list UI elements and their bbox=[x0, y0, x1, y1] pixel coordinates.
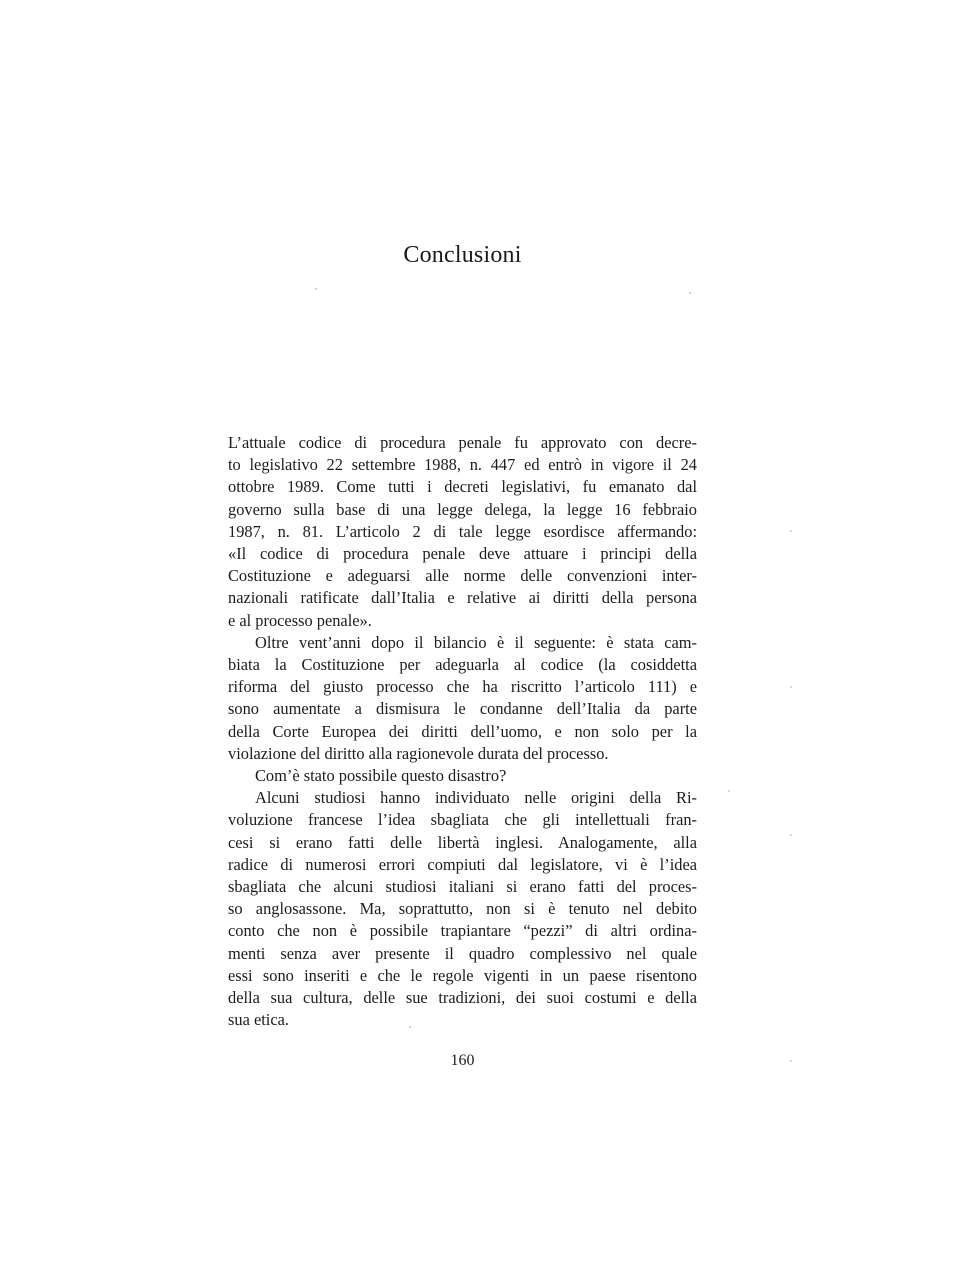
text-line: «Il codice di procedura penale deve attuare i principi della bbox=[228, 544, 697, 564]
paragraph-4 bbox=[228, 787, 697, 1031]
text-line: Oltre vent’anni dopo il bilancio è il seguente: è stata cam- bbox=[255, 632, 697, 652]
scan-speck bbox=[790, 686, 792, 688]
scan-speck bbox=[689, 292, 691, 294]
text-line: e al processo penale». bbox=[228, 610, 372, 630]
text-line: voluzione francese l’idea sbagliata che gli intellettuali fran- bbox=[228, 810, 697, 830]
text-line: nazionali ratificate dall’Italia e relative ai diritti della persona bbox=[228, 588, 697, 608]
scan-speck bbox=[315, 288, 317, 290]
text-line: Com’è stato possibile questo disastro? bbox=[255, 766, 507, 786]
text-line: sono aumentate a dismisura le condanne dell’Italia da parte bbox=[228, 699, 697, 719]
text-line: sbagliata che alcuni studiosi italiani si erano fatti del proces- bbox=[228, 877, 697, 897]
paragraph-1 bbox=[228, 432, 697, 632]
paragraph-3 bbox=[228, 765, 697, 787]
text-line: L’attuale codice di procedura penale fu approvato con decre- bbox=[228, 433, 697, 452]
text-line: essi sono inseriti e che le regole vigenti in un paese risentono bbox=[228, 965, 697, 985]
text-line: governo sulla base di una legge delega, la legge 16 febbraio bbox=[228, 499, 697, 519]
page-number: 160 bbox=[450, 1052, 475, 1069]
scan-speck bbox=[409, 1026, 411, 1028]
text-line: riforma del giusto processo che ha riscritto l’articolo 111) e bbox=[228, 677, 697, 697]
text-line: della sua cultura, delle sue tradizioni, dei suoi costumi e della bbox=[228, 988, 697, 1008]
text-line: Costituzione e adeguarsi alle norme delle convenzioni inter- bbox=[228, 566, 697, 586]
text-line: biata la Costituzione per adeguarla al codice (la cosiddetta bbox=[228, 655, 697, 675]
body-text bbox=[228, 432, 697, 1031]
scan-speck bbox=[790, 530, 792, 532]
text-line: sua etica. bbox=[228, 1010, 289, 1030]
paragraph-2 bbox=[228, 632, 697, 765]
scan-speck bbox=[728, 790, 730, 792]
text-line: menti senza aver presente il quadro complessivo nel quale bbox=[228, 943, 697, 963]
text-line: 1987, n. 81. L’articolo 2 di tale legge esordisce affermando: bbox=[228, 521, 697, 541]
scan-speck bbox=[790, 834, 792, 836]
text-line: conto che non è possibile trapiantare “pezzi” di altri ordina- bbox=[228, 921, 697, 941]
page-title: Conclusioni bbox=[403, 242, 522, 268]
text-line: cesi si erano fatti delle libertà inglesi. Analogamente, alla bbox=[228, 832, 697, 852]
text-line: Alcuni studiosi hanno individuato nelle origini della Ri- bbox=[255, 788, 697, 808]
scan-speck bbox=[790, 1060, 792, 1062]
text-line: so anglosassone. Ma, soprattutto, non si è tenuto nel debito bbox=[228, 899, 697, 919]
text-line: ottobre 1989. Come tutti i decreti legislativi, fu emanato dal bbox=[228, 477, 697, 497]
text-line: della Corte Europea dei diritti dell’uomo, e non solo per la bbox=[228, 721, 697, 741]
text-line: violazione del diritto alla ragionevole durata del processo. bbox=[228, 743, 609, 763]
text-line: radice di numerosi errori compiuti dal legislatore, vi è l’idea bbox=[228, 854, 697, 874]
text-line: to legislativo 22 settembre 1988, n. 447 ed entrò in vigore il 24 bbox=[228, 455, 697, 475]
